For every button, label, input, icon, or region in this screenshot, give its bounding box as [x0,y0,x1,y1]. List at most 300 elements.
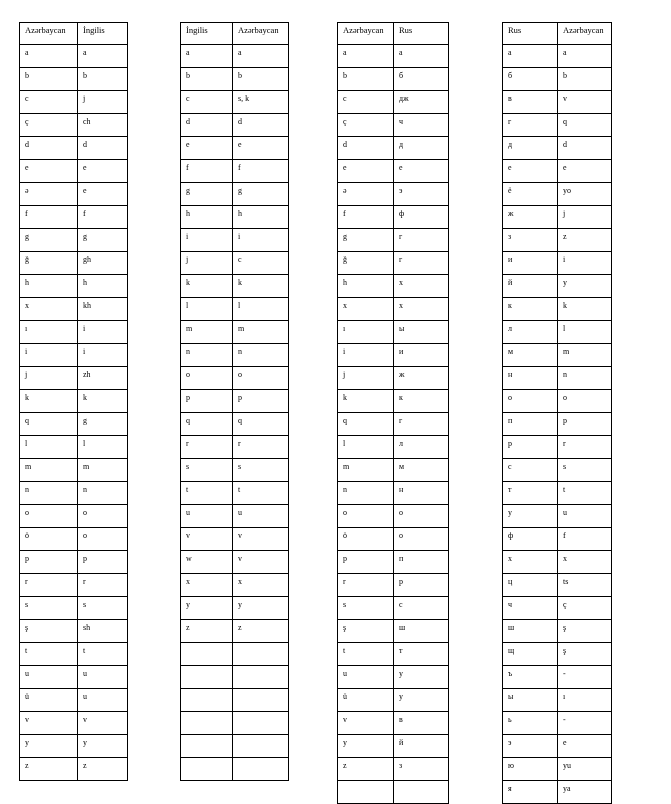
source-letter-cell: m [338,459,394,482]
source-letter-cell: ы [503,689,558,712]
source-letter-cell: u [181,505,233,528]
table-row [181,390,289,413]
target-letter-cell: i [558,252,612,275]
table-row [181,459,289,482]
target-letter-cell: ts [558,574,612,597]
source-letter-cell: n [338,482,394,505]
table-row [338,137,449,160]
source-letter-cell: h [181,206,233,229]
target-letter-cell: g [78,413,128,436]
table-row [338,758,449,781]
table-row [181,252,289,275]
source-letter-cell: e [338,160,394,183]
source-letter-cell: j [20,367,78,390]
target-letter-cell: q [233,413,289,436]
column-header: Azərbaycan [338,23,394,45]
target-letter-cell: m [233,321,289,344]
source-letter-cell: t [181,482,233,505]
table-row [20,735,128,758]
source-letter-cell: o [20,505,78,528]
column-header: Rus [394,23,449,45]
column-header: Azərbaycan [233,23,289,45]
table-row [181,321,289,344]
source-letter-cell: v [181,528,233,551]
target-letter-cell: k [78,390,128,413]
table-row [338,781,449,804]
target-letter-cell: r [558,436,612,459]
source-letter-cell: i [181,229,233,252]
table-row [20,413,128,436]
target-letter-cell [233,666,289,689]
table-row [181,206,289,229]
table-row [181,643,289,666]
table-row [20,68,128,91]
table-header-row [503,23,612,45]
source-letter-cell: я [503,781,558,804]
table-row [20,597,128,620]
target-letter-cell: f [78,206,128,229]
english-azerbaijani-table [180,22,289,781]
source-letter-cell: в [503,91,558,114]
target-letter-cell [233,712,289,735]
table-row [338,735,449,758]
source-letter-cell: н [503,367,558,390]
target-letter-cell: a [233,45,289,68]
source-letter-cell: ö [20,528,78,551]
target-letter-cell: о [394,528,449,551]
table-row [338,298,449,321]
target-letter-cell [233,735,289,758]
target-letter-cell: r [233,436,289,459]
source-letter-cell: г [503,114,558,137]
table-row [338,482,449,505]
table-row [503,137,612,160]
target-letter-cell: г [394,229,449,252]
table-row [20,298,128,321]
target-letter-cell: г [394,252,449,275]
source-letter-cell: ı [338,321,394,344]
table-row [503,206,612,229]
table-row [20,45,128,68]
table-row [338,183,449,206]
source-letter-cell: d [20,137,78,160]
source-letter-cell: м [503,344,558,367]
table-row [503,68,612,91]
table-row [503,597,612,620]
table-row [181,712,289,735]
source-letter-cell: y [20,735,78,758]
table-row [181,114,289,137]
source-letter-cell: s [20,597,78,620]
target-letter-cell: d [558,137,612,160]
target-letter-cell: l [233,298,289,321]
table-row [20,620,128,643]
table-row [181,735,289,758]
source-letter-cell: q [338,413,394,436]
target-letter-cell: e [558,735,612,758]
table-row [181,413,289,436]
source-letter-cell: f [181,160,233,183]
target-letter-cell: b [233,68,289,91]
target-letter-cell: z [558,229,612,252]
table-row [181,160,289,183]
table-row [338,666,449,689]
source-letter-cell: u [20,666,78,689]
source-letter-cell: y [338,735,394,758]
table-row [20,689,128,712]
table-row [503,574,612,597]
target-letter-cell: m [558,344,612,367]
table-row [503,551,612,574]
table-row [181,183,289,206]
table-row [503,712,612,735]
target-letter-cell: ş [558,620,612,643]
table-row [503,436,612,459]
target-letter-cell: o [78,505,128,528]
table-row [20,160,128,183]
target-letter-cell: х [394,275,449,298]
target-letter-cell: t [78,643,128,666]
target-letter-cell: в [394,712,449,735]
source-letter-cell: r [181,436,233,459]
table-row [20,183,128,206]
source-letter-cell: э [503,735,558,758]
source-letter-cell: d [181,114,233,137]
source-letter-cell: r [20,574,78,597]
table-row [338,344,449,367]
source-letter-cell: f [338,206,394,229]
target-letter-cell: b [558,68,612,91]
table-row [338,367,449,390]
source-letter-cell: к [503,298,558,321]
table-row [503,620,612,643]
source-letter-cell: е [503,160,558,183]
source-letter-cell: j [338,367,394,390]
table-row [503,735,612,758]
source-letter-cell: g [338,229,394,252]
target-letter-cell: м [394,459,449,482]
source-letter-cell: h [20,275,78,298]
target-letter-cell: l [78,436,128,459]
target-letter-cell: ya [558,781,612,804]
table-row [503,459,612,482]
table-row [20,367,128,390]
source-letter-cell [181,689,233,712]
column-header: Rus [503,23,558,45]
source-letter-cell: ə [338,183,394,206]
source-letter-cell: v [20,712,78,735]
table-row [20,275,128,298]
target-letter-cell: ch [78,114,128,137]
target-letter-cell: k [233,275,289,298]
table-row [20,712,128,735]
target-letter-cell: б [394,68,449,91]
target-letter-cell: n [233,344,289,367]
target-letter-cell: i [233,229,289,252]
target-letter-cell: ы [394,321,449,344]
target-letter-cell: v [233,528,289,551]
source-letter-cell: m [181,321,233,344]
target-letter-cell: yu [558,758,612,781]
source-letter-cell: e [20,160,78,183]
target-letter-cell [233,643,289,666]
table-row [20,206,128,229]
target-letter-cell: э [394,183,449,206]
table-row [338,597,449,620]
target-letter-cell: у [394,666,449,689]
source-letter-cell: h [338,275,394,298]
table-row [338,252,449,275]
source-letter-cell: ğ [20,252,78,275]
target-letter-cell: kh [78,298,128,321]
source-letter-cell: y [181,597,233,620]
table-row [503,528,612,551]
target-letter-cell: f [233,160,289,183]
source-letter-cell [181,643,233,666]
source-letter-cell: q [181,413,233,436]
source-letter-cell: f [20,206,78,229]
target-letter-cell: ш [394,620,449,643]
source-letter-cell: x [181,574,233,597]
target-letter-cell: j [558,206,612,229]
table-row [338,689,449,712]
table-row [181,666,289,689]
table-row [20,321,128,344]
source-letter-cell: х [503,551,558,574]
target-letter-cell: z [78,758,128,781]
table-row [503,91,612,114]
source-letter-cell: ə [20,183,78,206]
source-letter-cell: ü [20,689,78,712]
table-header-row [181,23,289,45]
table-row [20,114,128,137]
table-row [20,643,128,666]
source-letter-cell: л [503,321,558,344]
source-letter-cell: l [181,298,233,321]
source-letter-cell: o [181,367,233,390]
target-letter-cell: n [558,367,612,390]
target-letter-cell: a [78,45,128,68]
source-letter-cell: о [503,390,558,413]
source-letter-cell: m [20,459,78,482]
table-row [503,344,612,367]
source-letter-cell: i [338,344,394,367]
table-row [20,574,128,597]
target-letter-cell: i [78,321,128,344]
source-letter-cell: n [20,482,78,505]
target-letter-cell: y [78,735,128,758]
target-letter-cell: г [394,413,449,436]
source-letter-cell [181,735,233,758]
target-letter-cell: j [78,91,128,114]
table-row [503,183,612,206]
target-letter-cell: х [394,298,449,321]
source-letter-cell: p [338,551,394,574]
target-letter-cell: o [78,528,128,551]
table-row [338,206,449,229]
source-letter-cell: a [338,45,394,68]
target-letter-cell: f [558,528,612,551]
source-letter-cell: ı [20,321,78,344]
source-letter-cell: n [181,344,233,367]
source-letter-cell: k [338,390,394,413]
source-letter-cell: ş [20,620,78,643]
table-row [181,344,289,367]
table-row [338,160,449,183]
azerbaijani-english-table [19,22,128,781]
target-letter-cell: c [233,252,289,275]
table-row [20,137,128,160]
target-letter-cell: t [233,482,289,505]
table-row [338,275,449,298]
target-letter-cell: u [78,666,128,689]
source-letter-cell: u [338,666,394,689]
table-row [20,528,128,551]
target-letter-cell: o [558,390,612,413]
source-letter-cell: e [181,137,233,160]
table-row [338,413,449,436]
target-letter-cell: p [558,413,612,436]
source-letter-cell: a [181,45,233,68]
target-letter-cell: t [558,482,612,505]
table-row [181,689,289,712]
target-letter-cell: ç [558,597,612,620]
target-letter-cell: s [78,597,128,620]
source-letter-cell: x [20,298,78,321]
table-row [503,114,612,137]
source-letter-cell: б [503,68,558,91]
target-letter-cell: u [233,505,289,528]
source-letter-cell: ъ [503,666,558,689]
table-row [338,620,449,643]
source-letter-cell: ç [20,114,78,137]
target-letter-cell: x [558,551,612,574]
source-letter-cell: x [338,298,394,321]
table-row [181,528,289,551]
table-row [338,436,449,459]
table-row [338,390,449,413]
source-letter-cell: т [503,482,558,505]
table-row [503,160,612,183]
table-row [20,482,128,505]
source-letter-cell: v [338,712,394,735]
source-letter-cell: k [20,390,78,413]
table-row [181,597,289,620]
source-letter-cell: д [503,137,558,160]
source-letter-cell: p [181,390,233,413]
table-row [503,666,612,689]
source-letter-cell: b [338,68,394,91]
source-letter-cell: ш [503,620,558,643]
table-row [20,758,128,781]
target-letter-cell: r [78,574,128,597]
target-letter-cell: и [394,344,449,367]
table-row [503,298,612,321]
source-letter-cell: s [338,597,394,620]
target-letter-cell: sh [78,620,128,643]
target-letter-cell: e [78,160,128,183]
source-letter-cell: ж [503,206,558,229]
table-row [20,505,128,528]
target-letter-cell: e [233,137,289,160]
table-row [503,758,612,781]
table-row [181,505,289,528]
source-letter-cell: й [503,275,558,298]
source-letter-cell: k [181,275,233,298]
source-letter-cell: c [181,91,233,114]
target-letter-cell: u [78,689,128,712]
source-letter-cell: а [503,45,558,68]
target-letter-cell: q [558,114,612,137]
source-letter-cell: ф [503,528,558,551]
target-letter-cell: v [233,551,289,574]
table-row [503,413,612,436]
table-row [338,45,449,68]
source-letter-cell: s [181,459,233,482]
table-row [20,229,128,252]
target-letter-cell: e [558,160,612,183]
source-letter-cell: g [181,183,233,206]
source-letter-cell: щ [503,643,558,666]
source-letter-cell: c [20,91,78,114]
target-letter-cell: у [394,689,449,712]
target-letter-cell: с [394,597,449,620]
source-letter-cell: a [20,45,78,68]
source-letter-cell: t [20,643,78,666]
target-letter-cell: т [394,643,449,666]
table-row [503,390,612,413]
table-row [20,252,128,275]
table-row [503,321,612,344]
source-letter-cell: z [338,758,394,781]
target-letter-cell: h [78,275,128,298]
source-letter-cell: ş [338,620,394,643]
source-letter-cell: q [20,413,78,436]
target-letter-cell: v [558,91,612,114]
target-letter-cell: д [394,137,449,160]
target-letter-cell: y [558,275,612,298]
table-row [181,620,289,643]
target-letter-cell: ф [394,206,449,229]
table-row [503,781,612,804]
table-row [181,551,289,574]
target-letter-cell: ı [558,689,612,712]
table-row [503,45,612,68]
table-row [503,482,612,505]
column-header: Azərbaycan [558,23,612,45]
table-row [503,275,612,298]
table-row [503,229,612,252]
source-letter-cell: ё [503,183,558,206]
target-letter-cell: zh [78,367,128,390]
source-letter-cell [181,758,233,781]
target-letter-cell: p [233,390,289,413]
table-row [181,758,289,781]
target-letter-cell: p [78,551,128,574]
column-header: İngilis [181,23,233,45]
target-letter-cell: yo [558,183,612,206]
target-letter-cell: к [394,390,449,413]
table-row [503,643,612,666]
target-letter-cell: s [233,459,289,482]
table-row [20,390,128,413]
source-letter-cell: у [503,505,558,528]
table-row [181,482,289,505]
table-row [20,91,128,114]
source-letter-cell: ч [503,597,558,620]
target-letter-cell: o [233,367,289,390]
table-row [338,574,449,597]
